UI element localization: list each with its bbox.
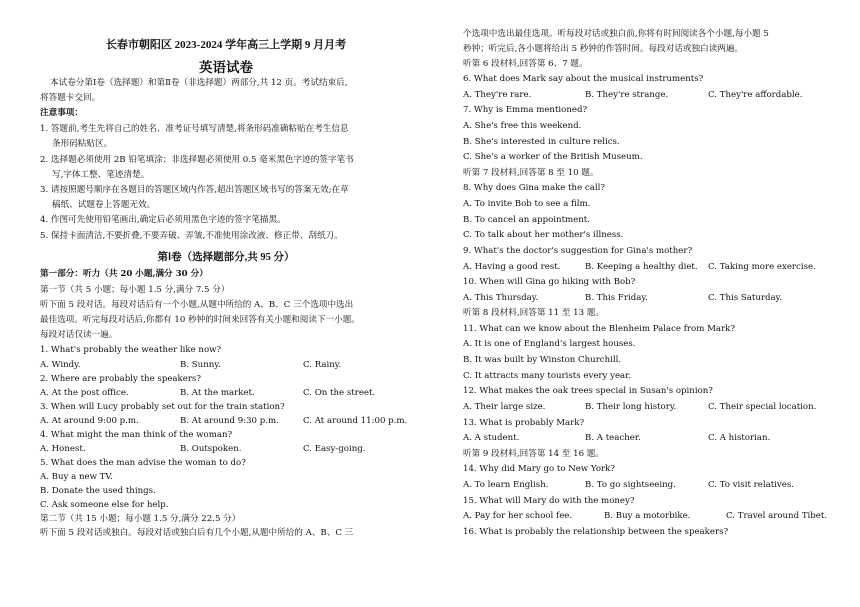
question-5: 5. What does the man advise the woman to do?	[40, 458, 246, 468]
option-b: B. At around 9:30 p.m.	[180, 416, 279, 426]
question-16: 16. What is probably the relationship between the speakers?	[463, 527, 729, 537]
option-c: C. She's a worker of the British Museum.	[463, 152, 643, 162]
option-b: B. Keeping a healthy diet.	[585, 262, 698, 272]
question-11: 11. What can we know about the Blenheim Palace from Mark?	[463, 324, 735, 334]
question-10: 10. When will Gina go hiking with Bob?	[463, 277, 636, 287]
option-c: C. At around 11:00 p.m.	[303, 416, 408, 426]
notice-item: 5. 保持卡面清洁,不要折叠,不要弄破、弄皱,不准使用涂改液、修正带、刮纸刀。	[40, 231, 343, 241]
option-c: C. To visit relatives.	[708, 480, 794, 490]
question-8: 8. Why does Gina make the call?	[463, 183, 605, 193]
option-b: B. They're strange.	[585, 90, 669, 100]
section-instructions: 每段对话仅读一遍。	[40, 330, 118, 340]
material-intro: 听第 6 段材料,回答第 6、7 题。	[463, 59, 588, 69]
section-instructions: 个选项中选出最佳选项。听每段对话或独白前,你将有时间阅读各个小题,每小题 5	[463, 29, 769, 39]
material-intro: 听第 7 段材料,回答第 8 至 10 题。	[463, 168, 599, 178]
option-c: C. To talk about her mother's illness.	[463, 230, 624, 240]
exam-title: 长春市朝阳区 2023-2024 学年高三上学期 9 月月考	[105, 39, 347, 51]
option-c: C. On the street.	[303, 388, 376, 398]
option-a: A. To learn English.	[463, 480, 549, 490]
option-c: C. Ask someone else for help.	[40, 500, 169, 510]
option-a: A. At the post office.	[40, 388, 129, 398]
option-b: B. Their long history.	[585, 402, 677, 412]
question-3: 3. When will Lucy probably set out for the train station?	[40, 402, 285, 412]
option-b: B. To cancel an appointment.	[463, 215, 590, 225]
option-a: A. Buy a new TV.	[40, 472, 113, 482]
option-c: C. Taking more exercise.	[708, 262, 816, 272]
section-title: 第二节（共 15 小题；每小题 1.5 分,满分 22.5 分）	[40, 514, 241, 524]
notice-item: 3. 请按照题号顺序在各题目的答题区域内作答,超出答题区域书写的答案无效;在草	[40, 185, 349, 195]
question-9: 9. What's the doctor's suggestion for Gina's mother?	[463, 246, 693, 256]
option-b: B. This Friday.	[585, 293, 648, 303]
option-c: C. Travel around Tibet.	[726, 511, 828, 521]
option-c: C. They're affordable.	[708, 90, 803, 100]
question-15: 15. What will Mary do with the money?	[463, 496, 635, 506]
notice-item: 条形码粘贴区。	[52, 139, 113, 149]
option-b: B. Sunny.	[180, 360, 221, 370]
volume-title: 第Ⅰ卷（选择题部分,共 95 分）	[157, 252, 295, 263]
option-a: A. This Thursday.	[463, 293, 539, 303]
notice-item: 2. 选择题必须使用 2B 铅笔填涂；非选择题必须使用 0.5 毫米黑色字迹的签字笔书	[40, 155, 354, 165]
notice-title: 注意事项：	[40, 108, 83, 118]
notice-item: 4. 作图可先使用铅笔画出,确定后必须用黑色字迹的签字笔描黑。	[40, 215, 286, 225]
question-12: 12. What makes the oak trees special in Susan's opinion?	[463, 386, 713, 396]
option-a: A. Honest.	[40, 444, 86, 454]
material-intro: 听第 8 段材料,回答第 11 至 13 题。	[463, 308, 604, 318]
option-b: B. Buy a motorbike.	[604, 511, 691, 521]
option-a: A. She's free this weekend.	[463, 121, 582, 131]
option-a: A. It is one of England's largest houses.	[463, 339, 636, 349]
part-title: 第一部分：听力（共 20 小题,满分 30 分）	[40, 269, 208, 279]
option-b: B. A teacher.	[585, 433, 641, 443]
option-c: C. Easy-going.	[303, 444, 366, 454]
option-a: A. They're rare.	[463, 90, 532, 100]
option-c: C. It attracts many tourists every year.	[463, 371, 632, 381]
option-b: B. She's interested in culture relics.	[463, 137, 620, 147]
option-a: A. Having a good rest.	[463, 262, 561, 272]
section-instructions: 秒钟；听完后,各小题将给出 5 秒钟的作答时间。每段对话或独白读两遍。	[463, 44, 744, 54]
notice-item: 写,字体工整、笔迹清楚。	[52, 170, 150, 180]
section-instructions: 最佳选项。听完每段对话后,你都有 10 秒钟的时间来回答有关小题和阅读下一小题。	[40, 315, 360, 325]
option-b: B. It was built by Winston Churchill.	[463, 355, 622, 365]
option-c: C. A historian.	[708, 433, 771, 443]
option-a: A. At around 9:00 p.m.	[40, 416, 139, 426]
question-7: 7. Why is Emma mentioned?	[463, 105, 588, 115]
question-13: 13. What is probably Mark?	[463, 418, 585, 428]
option-a: A. A student.	[463, 433, 520, 443]
question-14: 14. Why did Mary go to New York?	[463, 464, 615, 474]
question-1: 1. What's probably the weather like now?	[40, 345, 222, 355]
option-b: B. At the market.	[180, 388, 255, 398]
section-title: 第一节（共 5 小题；每小题 1.5 分,满分 7.5 分）	[40, 285, 230, 295]
option-c: C. Their special location.	[708, 402, 817, 412]
notice-item: 1. 答题前,考生先将自己的姓名、准考证号填写清楚,将条形码准确粘贴在考生信息	[40, 124, 349, 134]
option-b: B. Donate the used things.	[40, 486, 156, 496]
option-a: A. Pay for her school fee.	[463, 511, 573, 521]
option-a: A. Their large size.	[463, 402, 546, 412]
intro-line: 本试卷分第Ⅰ卷（选择题）和第Ⅱ卷（非选择题）两部分,共 12 页。考试结束后,	[50, 78, 348, 88]
material-intro: 听第 9 段材料,回答第 14 至 16 题。	[463, 449, 604, 459]
section-instructions: 听下面 5 段对话。每段对话后有一个小题,从题中所给的 A、B、C 三个选项中选出	[40, 300, 354, 310]
section-instructions: 听下面 5 段对话或独白。每段对话或独白后有几个小题,从题中所给的 A、B、C 三	[40, 528, 354, 538]
question-4: 4. What might the man think of the woman?	[40, 430, 233, 440]
option-c: C. Rainy.	[303, 360, 342, 370]
intro-line: 将答题卡交回。	[40, 93, 101, 103]
notice-item: 稿纸、试题卷上答题无效。	[52, 200, 156, 210]
option-b: B. Outspoken.	[180, 444, 242, 454]
option-b: B. To go sightseeing.	[585, 480, 676, 490]
question-6: 6. What does Mark say about the musical instruments?	[463, 74, 704, 84]
option-c: C. This Saturday.	[708, 293, 783, 303]
option-a: A. To invite Bob to see a film.	[463, 199, 591, 209]
option-a: A. Windy.	[40, 360, 81, 370]
question-2: 2. Where are probably the speakers?	[40, 374, 201, 384]
paper-title: 英语试卷	[199, 60, 253, 75]
